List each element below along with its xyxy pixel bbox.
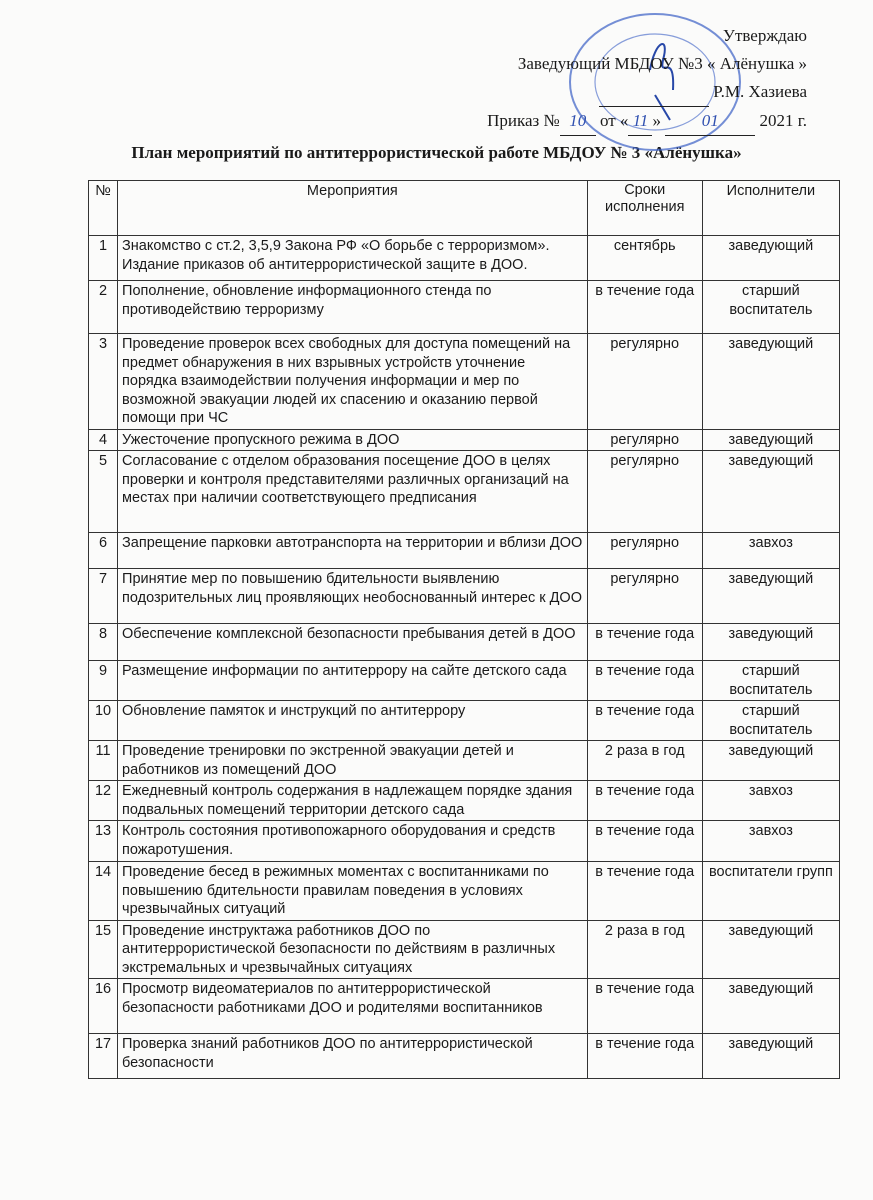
close-quote: »	[652, 111, 661, 130]
approval-block	[487, 22, 807, 136]
row-deadline: в течение года	[587, 821, 702, 862]
row-deadline: в течение года	[587, 281, 702, 334]
table-row	[89, 741, 840, 781]
order-number: 10	[560, 107, 596, 136]
row-number: 11	[89, 741, 118, 781]
row-responsible: заведующий	[702, 569, 839, 624]
row-deadline: в течение года	[587, 661, 702, 701]
row-event: Проведение инструктажа работников ДОО по антитеррористической безопасности по действиям в различных экстремальных и чрезвычайных ситуациях	[118, 920, 588, 979]
header-number: №	[89, 181, 118, 236]
row-responsible: заведующий	[702, 334, 839, 430]
row-deadline: регулярно	[587, 334, 702, 430]
row-responsible: старший воспитатель	[702, 661, 839, 701]
table-row	[89, 862, 840, 921]
table-header-row	[89, 181, 840, 236]
table-row	[89, 701, 840, 741]
row-number: 3	[89, 334, 118, 430]
table-row	[89, 451, 840, 533]
table-row	[89, 429, 840, 451]
row-responsible: заведующий	[702, 741, 839, 781]
row-deadline: в течение года	[587, 781, 702, 821]
row-deadline: регулярно	[587, 569, 702, 624]
row-number: 2	[89, 281, 118, 334]
row-event: Просмотр видеоматериалов по антитеррористической безопасности работниками ДОО и родителями воспитанников	[118, 979, 588, 1034]
table-row	[89, 979, 840, 1034]
page-title: План мероприятий по антитеррористической работе МБДОУ № 3 «Алёнушка»	[131, 143, 742, 162]
row-deadline: в течение года	[587, 979, 702, 1034]
row-responsible: заведующий	[702, 236, 839, 281]
table-row	[89, 281, 840, 334]
order-label: Приказ №	[487, 111, 560, 130]
table-body	[89, 236, 840, 1079]
signature-underline	[599, 78, 709, 107]
table-row	[89, 569, 840, 624]
row-deadline: регулярно	[587, 533, 702, 569]
order-day: 11	[628, 107, 652, 136]
header-responsible: Исполнители	[702, 181, 839, 236]
table-row	[89, 920, 840, 979]
order-year: 2021 г.	[759, 111, 807, 130]
row-number: 1	[89, 236, 118, 281]
table-row	[89, 781, 840, 821]
row-responsible: заведующий	[702, 979, 839, 1034]
row-event: Запрещение парковки автотранспорта на территории и вблизи ДОО	[118, 533, 588, 569]
approval-heading: Утверждаю	[722, 26, 807, 45]
row-event: Проведение бесед в режимных моментах с воспитанниками по повышению бдительности правилам поведения в условиях чрезвычайных ситуаций	[118, 862, 588, 921]
row-deadline: в течение года	[587, 624, 702, 661]
row-deadline: 2 раза в год	[587, 920, 702, 979]
row-event: Размещение информации по антитеррору на сайте детского сада	[118, 661, 588, 701]
order-month: 01	[665, 107, 755, 136]
row-responsible: завхоз	[702, 781, 839, 821]
from-label: от «	[599, 111, 629, 130]
row-deadline: сентябрь	[587, 236, 702, 281]
row-event: Обновление памяток и инструкций по антитеррору	[118, 701, 588, 741]
row-responsible: заведующий	[702, 1034, 839, 1079]
row-number: 14	[89, 862, 118, 921]
row-responsible: заведующий	[702, 920, 839, 979]
approval-order-line	[487, 107, 807, 136]
row-event: Проведение проверок всех свободных для доступа помещений на предмет обнаружения в них взрывных устройств уточнение порядка взаимодействии получения информации и мер по возможной эвакуации людей их спасению и оказанию первой помощи при ЧС	[118, 334, 588, 430]
row-deadline: 2 раза в год	[587, 741, 702, 781]
row-deadline: регулярно	[587, 451, 702, 533]
row-number: 15	[89, 920, 118, 979]
row-number: 16	[89, 979, 118, 1034]
row-number: 6	[89, 533, 118, 569]
row-event: Контроль состояния противопожарного оборудования и средств пожаротушения.	[118, 821, 588, 862]
row-deadline: в течение года	[587, 862, 702, 921]
row-event: Согласование с отделом образования посещение ДОО в целях проверки и контроля представителями различных организаций на местах при наличии соответствующего предписания	[118, 451, 588, 533]
row-responsible: воспитатели групп	[702, 862, 839, 921]
row-number: 10	[89, 701, 118, 741]
row-event: Ужесточение пропускного режима в ДОО	[118, 429, 588, 451]
row-event: Ежедневный контроль содержания в надлежащем порядке здания подвальных помещений территории детского сада	[118, 781, 588, 821]
table-row	[89, 236, 840, 281]
approval-position: Заведующий МБДОУ №3 « Алёнушка »	[517, 54, 807, 73]
row-responsible: завхоз	[702, 821, 839, 862]
table-row	[89, 533, 840, 569]
row-deadline: в течение года	[587, 701, 702, 741]
table-row	[89, 334, 840, 430]
row-event: Знакомство с ст.2, 3,5,9 Закона РФ «О борьбе с терроризмом». Издание приказов об антитеррористической защите в ДОО.	[118, 236, 588, 281]
approval-signature-line	[487, 78, 807, 107]
row-deadline: в течение года	[587, 1034, 702, 1079]
row-number: 7	[89, 569, 118, 624]
row-responsible: заведующий	[702, 451, 839, 533]
row-event: Проведение тренировки по экстренной эвакуации детей и работников из помещений ДОО	[118, 741, 588, 781]
row-number: 4	[89, 429, 118, 451]
row-number: 8	[89, 624, 118, 661]
row-responsible: заведующий	[702, 624, 839, 661]
row-responsible: старший воспитатель	[702, 281, 839, 334]
approval-name: Р.М. Хазиева	[713, 82, 807, 101]
table-row	[89, 624, 840, 661]
row-number: 5	[89, 451, 118, 533]
row-number: 17	[89, 1034, 118, 1079]
row-deadline: регулярно	[587, 429, 702, 451]
row-number: 12	[89, 781, 118, 821]
row-event: Обеспечение комплексной безопасности пребывания детей в ДОО	[118, 624, 588, 661]
row-event: Принятие мер по повышению бдительности выявлению подозрительных лиц проявляющих необоснованный интерес к ДОО	[118, 569, 588, 624]
row-responsible: завхоз	[702, 533, 839, 569]
header-deadline: Сроки исполнения	[587, 181, 702, 236]
row-responsible: старший воспитатель	[702, 701, 839, 741]
header-event: Мероприятия	[118, 181, 588, 236]
table-row	[89, 821, 840, 862]
row-event: Проверка знаний работников ДОО по антитеррористической безопасности	[118, 1034, 588, 1079]
row-event: Пополнение, обновление информационного стенда по противодействию терроризму	[118, 281, 588, 334]
row-number: 13	[89, 821, 118, 862]
table-row	[89, 661, 840, 701]
row-number: 9	[89, 661, 118, 701]
events-table	[88, 180, 840, 1079]
row-responsible: заведующий	[702, 429, 839, 451]
table-row	[89, 1034, 840, 1079]
